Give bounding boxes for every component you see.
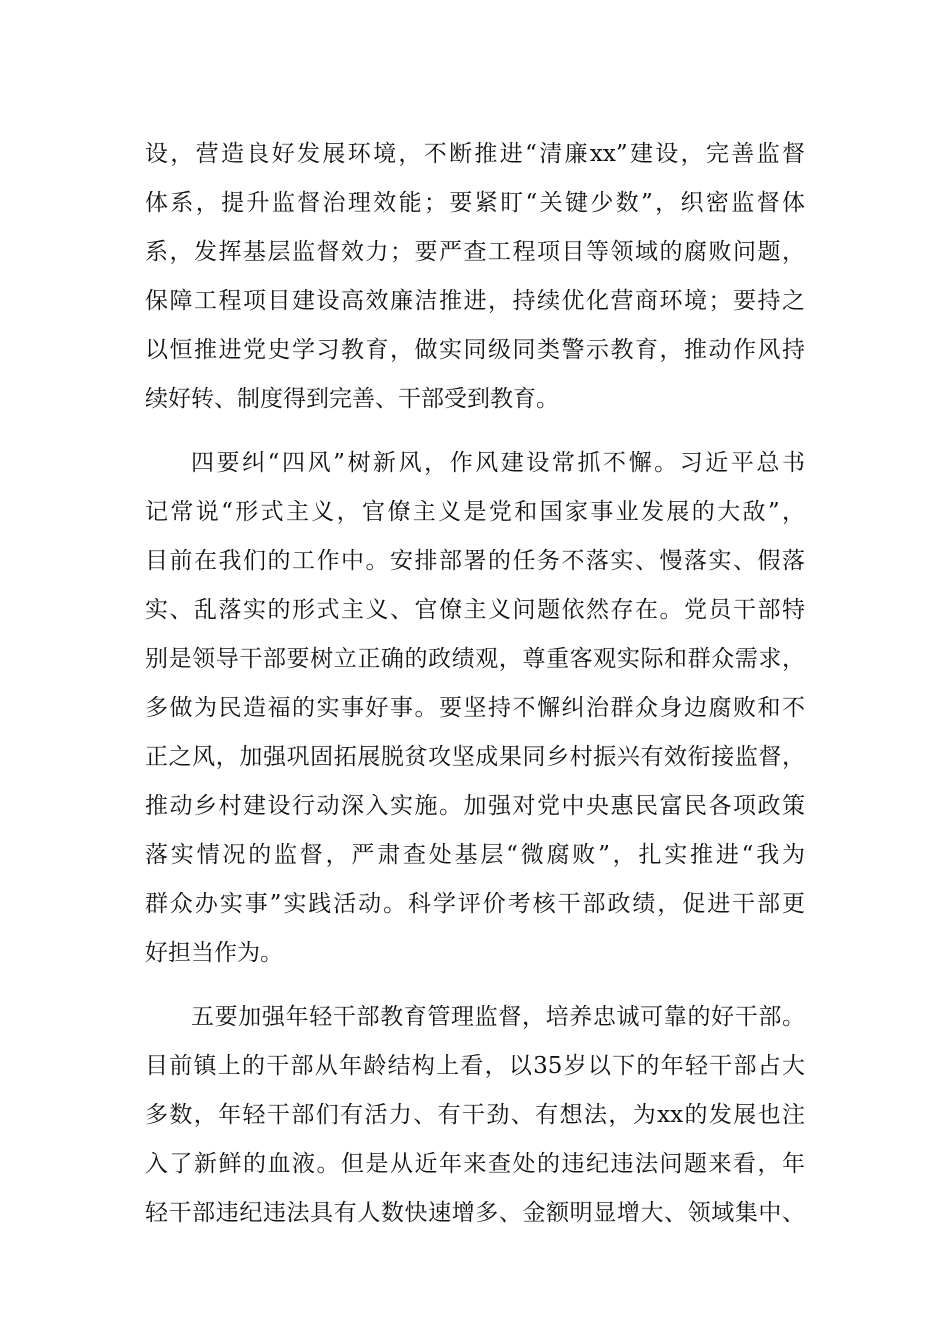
text-line: 多数，年轻干部们有活力、有干劲、有想法，为xx的发展也注 [145, 1102, 805, 1128]
text-line: 记常说“形式主义，官僚主义是党和国家事业发展的大敌”， [145, 499, 805, 525]
text-line: 群众办实事”实践活动。科学评价考核干部政绩，促进干部更 [145, 891, 805, 917]
text-line: 正之风，加强巩固拓展脱贫攻坚成果同乡村振兴有效衔接监督， [145, 744, 805, 770]
text-line: 别是领导干部要树立正确的政绩观，尊重客观实际和群众需求， [145, 646, 805, 672]
text-line: 目前镇上的干部从年龄结构上看，以35岁以下的年轻干部占大 [145, 1053, 805, 1079]
paragraph-1 [145, 130, 805, 424]
text-line: 多做为民造福的实事好事。要坚持不懈纠治群众身边腐败和不 [145, 695, 805, 721]
text-line: 入了新鲜的血液。但是从近年来查处的违纪违法问题来看，年 [145, 1151, 805, 1177]
paragraph-2 [145, 439, 805, 978]
paragraph-3 [145, 993, 805, 1238]
text-line: 系，发挥基层监督效力；要严查工程项目等领域的腐败问题， [145, 239, 805, 265]
text-line: 四要纠“四风”树新风，作风建设常抓不懈。习近平总书 [191, 450, 805, 476]
text-line: 五要加强年轻干部教育管理监督，培养忠诚可靠的好干部。 [191, 1004, 805, 1030]
text-line: 续好转、制度得到完善、干部受到教育。 [145, 386, 559, 412]
text-line: 实、乱落实的形式主义、官僚主义问题依然存在。党员干部特 [145, 597, 805, 623]
text-line: 以恒推进党史学习教育，做实同级同类警示教育，推动作风持 [145, 337, 805, 363]
text-line: 体系，提升监督治理效能；要紧盯“关键少数”，织密监督体 [145, 190, 805, 216]
document-body [145, 130, 805, 1238]
text-line: 设，营造良好发展环境，不断推进“清廉xx”建设，完善监督 [145, 141, 805, 167]
text-line: 好担当作为。 [145, 940, 283, 966]
text-line: 落实情况的监督，严肃查处基层“微腐败”，扎实推进“我为 [145, 842, 805, 868]
text-line: 推动乡村建设行动深入实施。加强对党中央惠民富民各项政策 [145, 793, 805, 819]
text-line: 轻干部违纪违法具有人数快速增多、金额明显增大、领域集中、 [145, 1200, 805, 1226]
text-line: 目前在我们的工作中。安排部署的任务不落实、慢落实、假落 [145, 548, 805, 574]
text-line: 保障工程项目建设高效廉洁推进，持续优化营商环境；要持之 [145, 288, 805, 314]
